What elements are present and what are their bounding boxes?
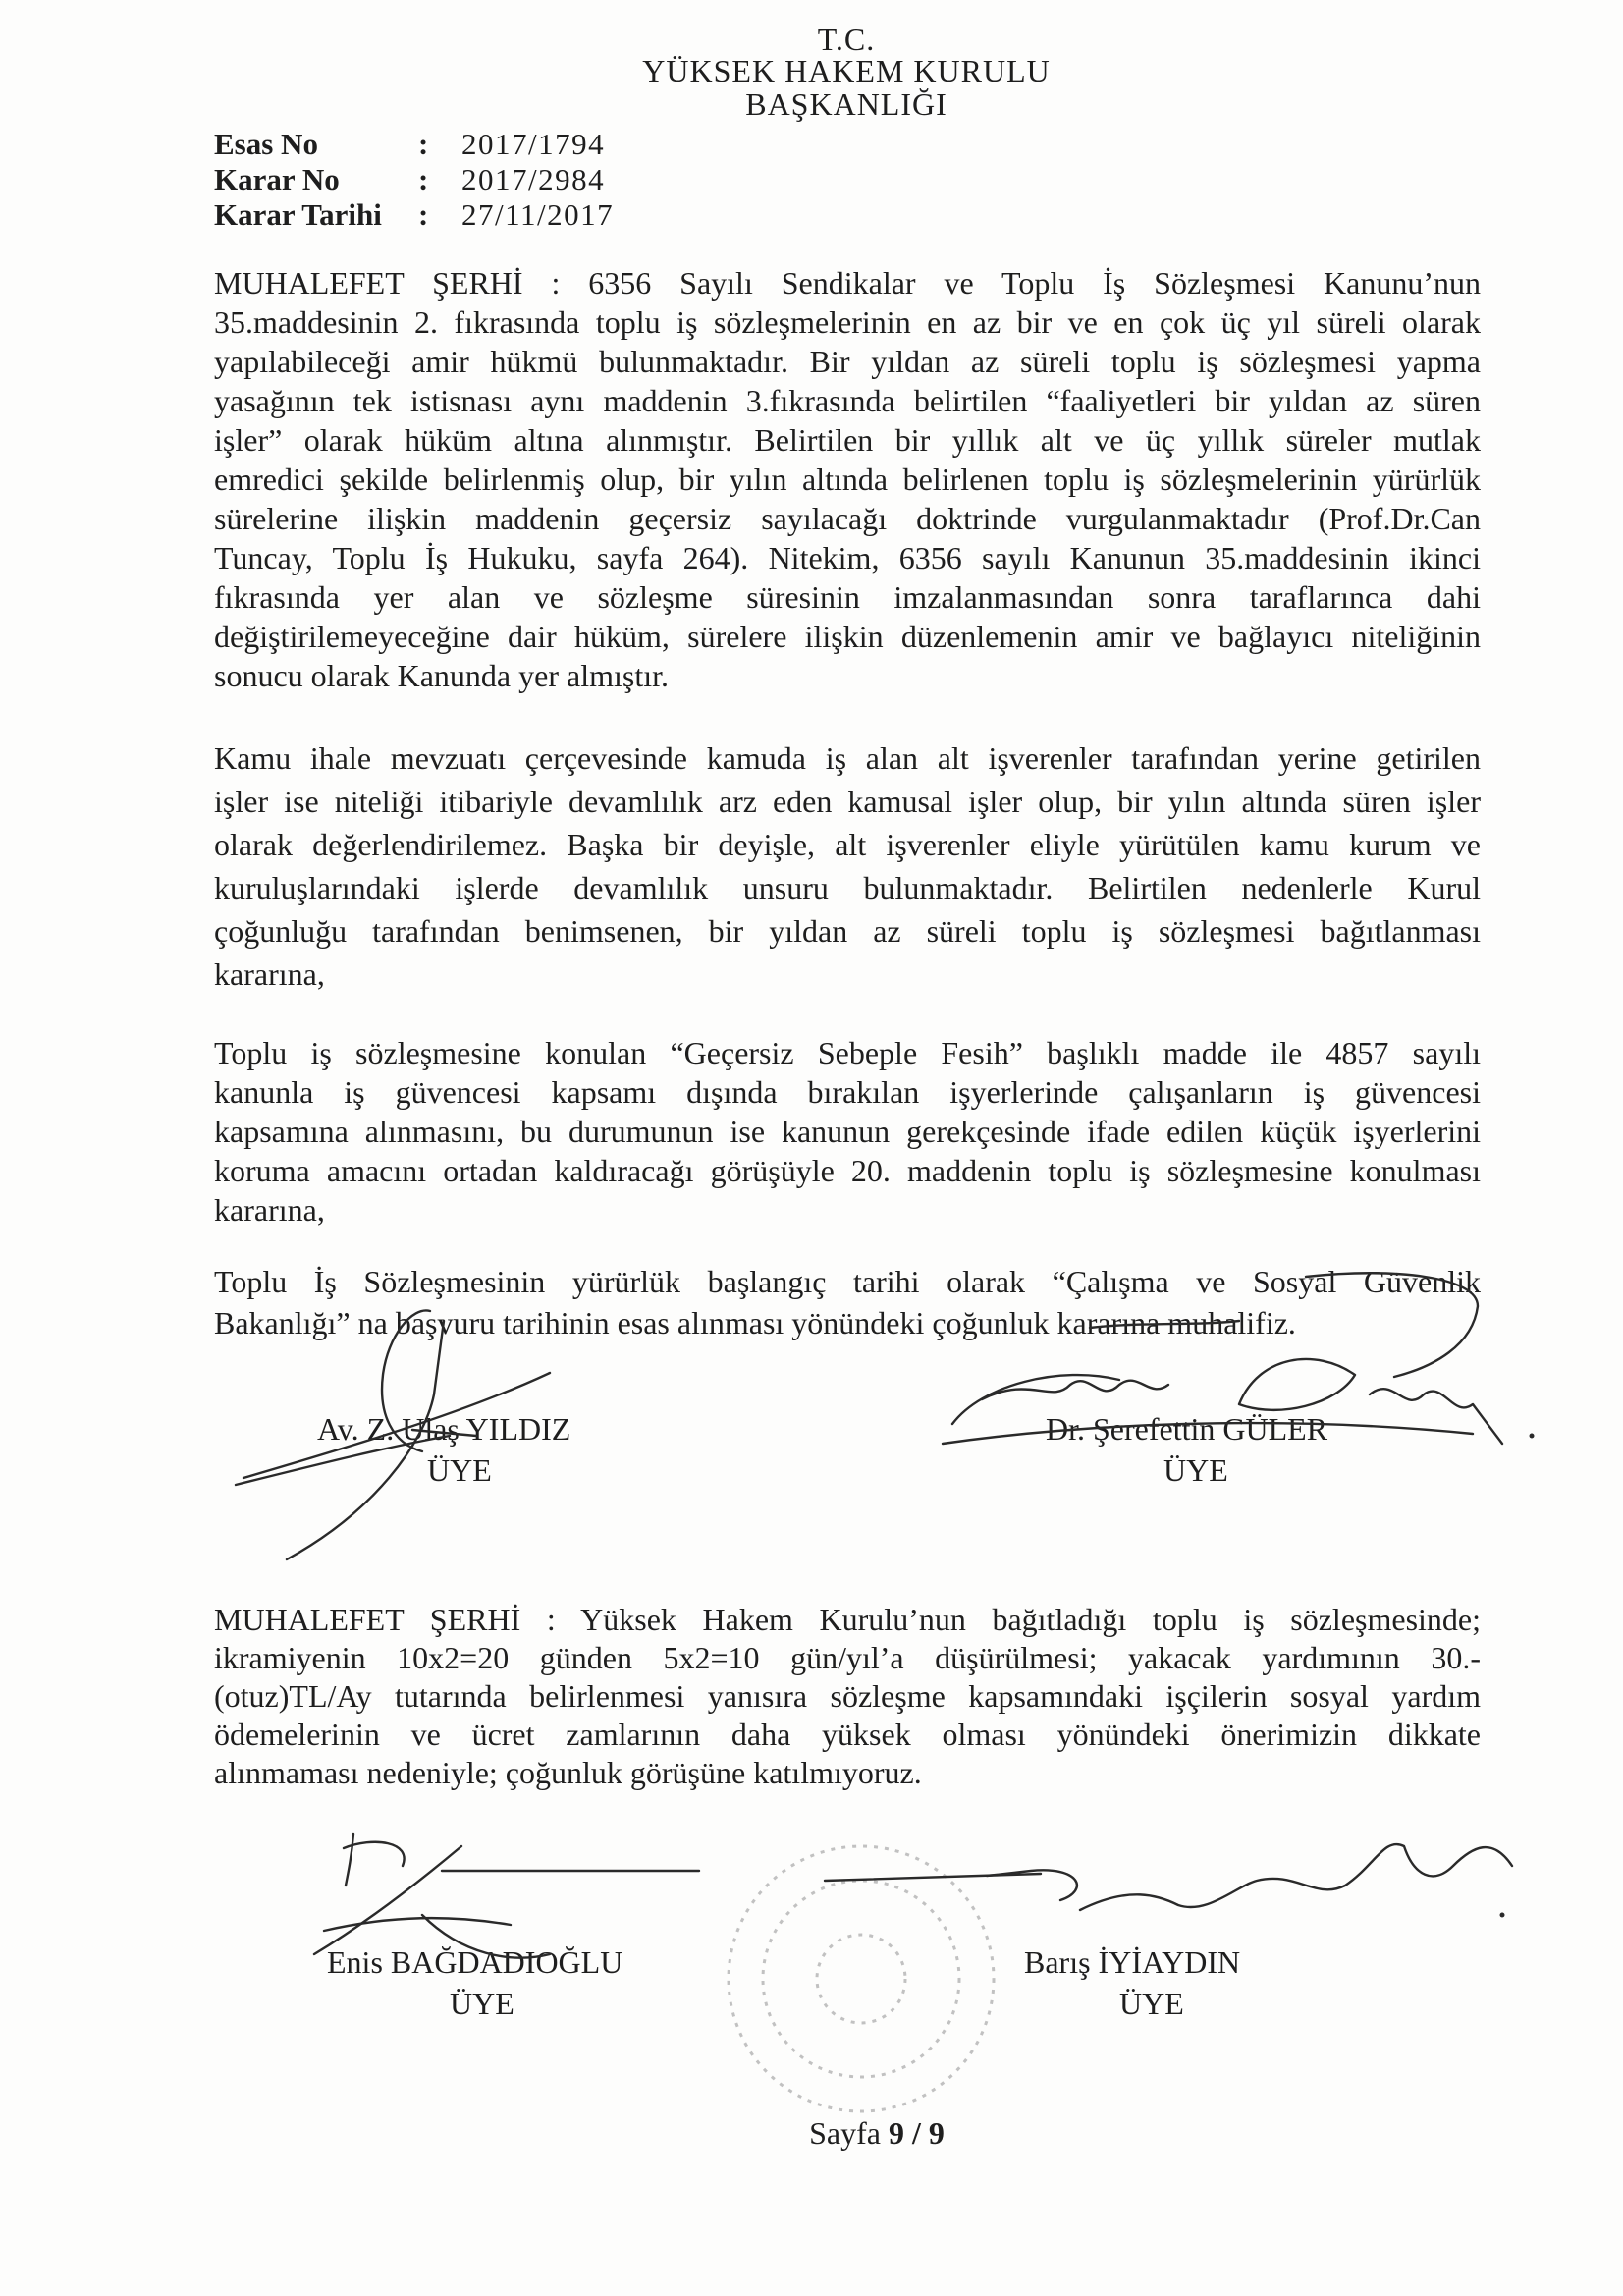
signatory-role: ÜYE [427,1452,492,1488]
text-line: koruma amacını ortadan kaldıracağı görüşüyle 20. maddenin toplu iş sözleşmesine konulması [214,1153,1481,1188]
text-line: Kamu ihale mevzuatı çerçevesinde kamuda iş alan alt işverenler tarafından yerine getirilen [214,740,1481,776]
case-row-karar [214,162,705,197]
dissent-2-paragraph-1 [214,1601,1481,1792]
text-line: emredici şekilde belirlenmiş olup, bir yılın altında belirlenen toplu iş sözleşmelerinin yürürlük [214,462,1481,497]
case-row-esas [214,127,705,162]
text-line: kapsamına alınmasını, bu durumunun ise kanunun gerekçesinde ifade edilen küçük işyerlerini [214,1114,1481,1149]
dissent-1-paragraph-2 [214,737,1481,996]
case-separator: : [418,127,429,161]
text-line: olarak değerlendirilemez. Başka bir deyişle, alt işverenler eliyle yürütülen kamu kurum ve [214,827,1481,862]
text-line: işler ise niteliği itibariyle devamlılık arz eden kamusal işler olup, bir yılın altında süren işler [214,784,1481,819]
header-institution: YÜKSEK HAKEM KURULU [642,53,1051,88]
case-label: Esas No [214,127,318,161]
text-line: yapılabileceği amir hükmü bulunmaktadır. Bir yıldan az süreli toplu iş sözleşmesi yapma [214,344,1481,379]
signatory-role: ÜYE [450,1986,514,2021]
signatory-role: ÜYE [1119,1986,1184,2021]
case-label: Karar No [214,162,340,196]
text-line: kuruluşlarındaki işlerde devamlılık unsuru bulunmaktadır. Belirtilen nedenlerle Kurul [214,870,1481,905]
signatory-role: ÜYE [1163,1452,1228,1488]
dissent-1-paragraph-3 [214,1033,1481,1230]
case-label: Karar Tarihi [214,197,382,232]
text-line: Bakanlığı” na başvuru tarihinin esas alınması yönündeki çoğunluk kararına muhalifiz. [214,1305,1296,1340]
case-separator: : [418,162,429,196]
text-line: işler” olarak hüküm altına alınmıştır. Belirtilen bir yıllık alt ve üç yıllık süreler mutlak [214,422,1481,458]
official-seal [729,1846,994,2111]
text-line: sürelerine ilişkin maddenin geçersiz sayılacağı doktrinde vurgulanmaktadır (Prof.Dr.Can [214,501,1481,536]
signatory-name: Av. Z. Ulaş YILDIZ [317,1411,571,1447]
text-line: çoğunluğu tarafından benimsenen, bir yıldan az süreli toplu iş sözleşmesi bağıtlanması [214,913,1481,949]
signatory-name: Dr. Şerefettin GÜLER [1046,1411,1328,1447]
text-line: değiştirilemeyeceğine dair hüküm, sürelere ilişkin düzenlemenin amir ve bağlayıcı niteliğinin [214,619,1481,654]
text-line: kararına, [214,1192,325,1228]
text-line: MUHALEFET ŞERHİ : 6356 Sayılı Sendikalar ve Toplu İş Sözleşmesi Kanunu’nun [214,265,1481,301]
text-line: kararına, [214,957,325,992]
text-line: Toplu iş sözleşmesine konulan “Geçersiz Sebeple Fesih” başlıklı madde ile 4857 sayılı [214,1035,1481,1070]
text-line: Tuncay, Toplu İş Hukuku, sayfa 264). Nitekim, 6356 sayılı Kanunun 35.maddesinin ikinci [214,540,1481,575]
header-office: BAŞKANLIĞI [745,86,947,122]
case-row-tarih [214,197,705,233]
header-country: T.C. [817,22,876,57]
case-value: 27/11/2017 [461,197,615,232]
text-line: (otuz)TL/Ay tutarında belirlenmesi yanısıra sözleşme kapsamındaki işçilerin sosyal yardım [214,1678,1481,1714]
text-line: alınmaması nedeniyle; çoğunluk görüşüne katılmıyoruz. [214,1755,922,1790]
signatory-name: Enis BAĞDADIOĞLU [327,1944,623,1980]
page-number: 9 / 9 [888,2115,945,2151]
text-line: yasağının tek istisnası aynı maddenin 3.fıkrasında belirtilen “faaliyetleri bir yıldan az süren [214,383,1481,418]
signature-bagdadioglu [314,1834,699,1958]
text-line: fıkrasında yer alan ve sözleşme süresinin imzalanmasından sonra taraflarınca dahi [214,579,1481,615]
dissent-1-paragraph-1 [214,263,1481,695]
case-value: 2017/2984 [461,162,606,196]
text-line: MUHALEFET ŞERHİ : Yüksek Hakem Kurulu’nun bağıtladığı toplu iş sözleşmesinde; [214,1602,1481,1637]
case-separator: : [418,197,429,232]
signatory-name: Barış İYİAYDIN [1024,1944,1241,1980]
page-footer [779,2113,975,2153]
page-label: Sayfa [809,2115,881,2151]
dissent-1-paragraph-4 [214,1261,1481,1343]
text-line: Toplu İş Sözleşmesinin yürürlük başlangıç tarihi olarak “Çalışma ve Sosyal Güvenlik [214,1264,1481,1299]
signature-iyiaydin [825,1844,1512,1917]
text-line: ödemelerinin ve ücret zamlarının daha yüksek olması yönündeki önerimizin dikkate [214,1717,1481,1752]
text-line: sonucu olarak Kanunda yer almıştır. [214,658,669,693]
text-line: 35.maddesinin 2. fıkrasında toplu iş sözleşmelerinin en az bir ve en çok üç yıl süreli olarak [214,304,1481,340]
text-line: kanunla iş güvencesi kapsamı dışında bırakılan işyerlerinde çalışanların iş güvencesi [214,1074,1481,1110]
case-value: 2017/1794 [461,127,606,161]
text-line: ikramiyenin 10x2=20 günden 5x2=10 gün/yıl’a düşürülmesi; yakacak yardımının 30.- [214,1640,1481,1675]
